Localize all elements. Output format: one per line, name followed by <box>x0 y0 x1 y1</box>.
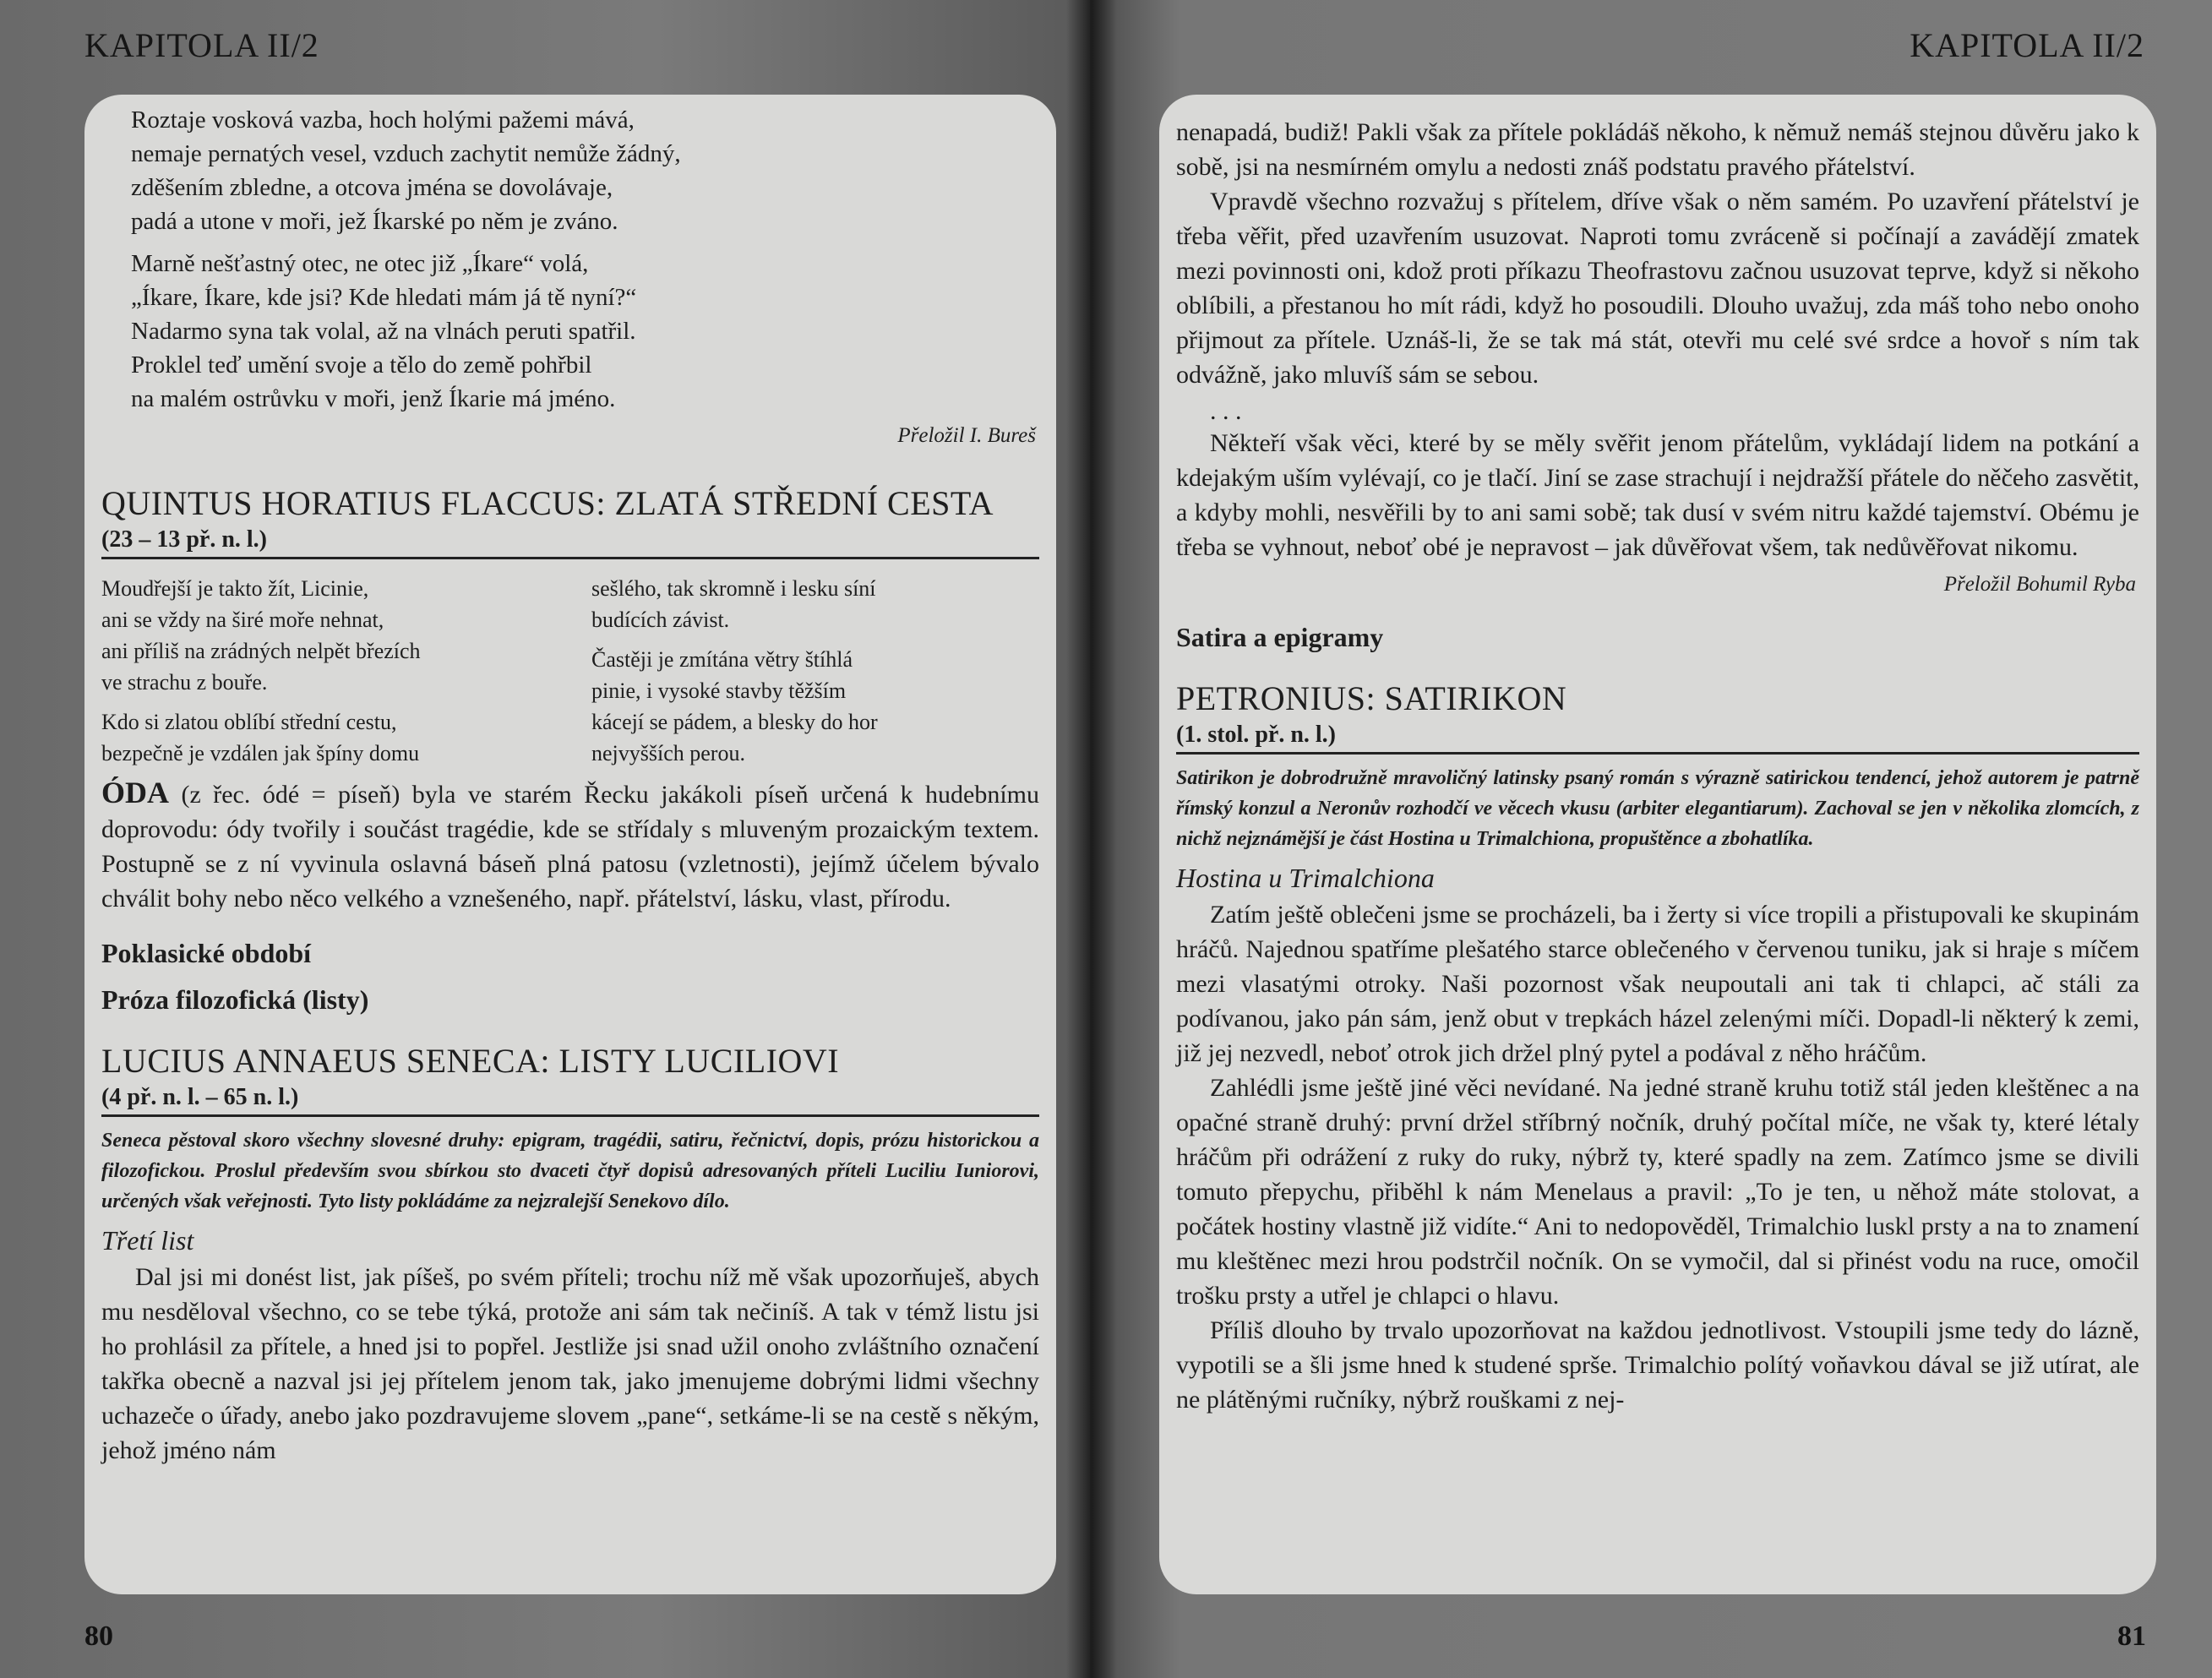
poem-line: budících závist. <box>591 607 730 632</box>
oda-lead: ÓDA <box>101 776 169 809</box>
seneca-continuation: nenapadá, budiž! Pakli však za přítele pokládáš někoho, k němuž nemáš stejnou důvěru jako k sobě, jsi na nesmírném omylu a nedosti znáš podstatu pravého přátelství. <box>1176 118 2139 181</box>
seneca-letter-title: Třetí list <box>101 1225 194 1256</box>
left-page <box>0 0 1090 1678</box>
poem-line: ve strachu z bouře. <box>101 670 268 695</box>
book-gutter <box>1066 0 1117 1678</box>
seneca-letter-text: Dal jsi mi donést list, jak píšeš, po svém příteli; trochu níž mě však upozorňuješ, abych mu nesděloval všechno, co se tebe týká, protože ani sám tak nečiníš. A tak v témž listu jsi ho prohlásil za přítele, a hned jsi to popřel. Jestliže jsi snad užil onoho zvláštního označení takřka obecně a nazval jsi jej přítelem jenom tak, jako jmenujeme dobrými lidmi všechny uchazeče o úřady, anebo jako pozdravujeme slovem „pane“, setkáme-li se na cestě s někým, jehož jméno nám <box>101 1263 1039 1464</box>
right-content-panel <box>1159 95 2156 1594</box>
petronius-paragraph: Příliš dlouho by trvalo upozorňovat na každou jednotlivost. Vstoupili jsme tedy do lázně, vypotili se a šli jsme hned k studené sprše. Trimalchio polítý voňavkou dával se již utírat, ale ne plátěnými ručníky, nýbrž rouškami z nej- <box>1176 1316 2139 1414</box>
poem-line: Moudřejší je takto žít, Licinie, <box>101 576 369 601</box>
poem-line: ani se vždy na širé moře nehnat, <box>101 607 384 632</box>
left-content-panel <box>84 95 1056 1594</box>
seneca-paragraph: Vpravdě všechno rozvažuj s přítelem, dříve však o něm samém. Po uzavření přátelství je třeba věřit, před uzavřením usuzovat. Naproti tomu zvráceně si počínají a zavádějí zmatek mezi povinnosti oni, kdož proti příkazu Theofrastovu začnou usuzovat teprve, když si někoho oblíbili, a přestanou ho mít rádi, když ho posoudili. Dlouho uvažuj, zda máš toho nebo onoho přijmout za přítele. Uznáš-li, že se tak má stát, otevři mu celé své srdce a hovoř s ním tak odvážně, jako mluvíš sám se sebou. <box>1176 188 2139 389</box>
poem-line: nemaje pernatých vesel, vzduch zachytit nemůže žádný, <box>131 140 681 167</box>
horace-dates: (23 – 13 př. n. l.) <box>101 526 1039 559</box>
poem-line: zděšením zbledne, a otcova jména se dovolávaje, <box>131 174 613 201</box>
poem-translator-credit: Přeložil I. Bureš <box>897 424 1036 447</box>
seneca-dates: (4 př. n. l. – 65 n. l.) <box>101 1084 1039 1117</box>
heading-satire: Satira a epigramy <box>1176 622 1384 652</box>
poem-line: Nadarmo syna tak volal, až na vlnách peruti spatřil. <box>131 318 636 345</box>
poem-line: nejvyšších perou. <box>591 741 745 765</box>
oda-definition <box>101 776 1039 916</box>
petronius-title: PETRONIUS: SATIRIKON <box>1176 679 1567 717</box>
poem-line: pinie, i vysoké stavby těžším <box>591 678 847 703</box>
poem-line: Kdo si zlatou oblíbí střední cestu, <box>101 710 397 734</box>
oda-text: (z řec. ódé = píseň) byla ve starém Řecku jakákoli píseň určená k hudebnímu doprovodu: ódy tvořily i součást tragédie, kde se střídaly s mluveným prozaickým textem. Postupně se z ní vyvinula oslavná báseň plná patosu (vzletnosti), jejímž účelem bývalo chválit bohy nebo něco velkého a vznešeného, např. přátelství, lásku, vlast, přírodu. <box>101 781 1039 913</box>
heading-postclassic: Poklasické období <box>101 938 312 968</box>
petronius-intro: Satirikon je dobrodružně mravoličný latinsky psaný román s výrazně satirickou tendencí, jehož autorem je patrně římský konzul a Neronův rozhodčí ve věcech vkusu (arbiter elegantiarum). Zachoval se jen v několika zlomcích, z nichž nejznámější je část Hostina u Trimalchiona, propuštěnce a zbohatlíka. <box>1176 767 2139 850</box>
ellipsis: . . . <box>1210 397 1242 425</box>
poem-line: Roztaje vosková vazba, hoch holými pažemi mává, <box>131 106 635 133</box>
poem-line: na malém ostrůvku v moři, jenž Íkarie má jméno. <box>131 385 616 412</box>
petronius-dates: (1. stol. př. n. l.) <box>1176 722 2139 755</box>
seneca-paragraph: Někteří však věci, které by se měly svěřit jenom přátelům, vykládají lidem na potkání a kdejakým uším vylévají, co je tlačí. Jiní se zase strachují i nejdražší přátele do něčeho zasvětit, a kdyby mohli, nesvěřili by to ani sami sobě; tak dusí v svém nitru každé tajemství. Obému je třeba se vyhnout, neboť obé je nepravost – jak důvěřovat všem, tak nedůvěřovat nikomu. <box>1176 429 2139 561</box>
seneca-title: LUCIUS ANNAEUS SENECA: LISTY LUCILIOVI <box>101 1042 840 1080</box>
page-number-right: 81 <box>2117 1621 2146 1652</box>
petronius-paragraph: Zahlédli jsme ještě jiné věci nevídané. Na jedné straně kruhu totiž stál jeden kleštěnec a na opačné straně druhý: první držel stříbrný nočník, druhý počítal míče, ne však ty, které létaly hráčům při odrážení z ruky do ruky, nýbrž ty, které spadly na zem. Zatímco jsme se divili tomuto přepychu, přiběhl k nám Menelaus a pravil: „To je ten, u něhož máte stolovat, a počátek hostiny vlastně již vidíte.“ Ani to nedopověděl, Trimalchio luskl prsty a na to znamení mu kleštěnec mezi hrou podstrčil nočník. On se vymočil, dal si přinést vodu na ruce, omočil trošku prsty a utřel je chlapci o hlavu. <box>1176 1074 2139 1310</box>
horace-title: QUINTUS HORATIUS FLACCUS: ZLATÁ STŘEDNÍ CESTA <box>101 484 994 522</box>
heading-prose: Próza filozofická (listy) <box>101 984 369 1015</box>
petronius-paragraph: Zatím ještě oblečeni jsme se procházeli, ba i žerty si více tropili a přistupovali ke skupinám hráčů. Najednou spatříme plešatého starce oblečeného v červenou tuniku, jak si hraje s míčem mezi vlasatými otroky. Naši pozornost však neupoutali ani tak ti chlapci, ač stáli za podívanou, jako pán sám, jenž obut v trepkách házel zelenými míči. Dopadl-li některý k zemi, již jej nezvedl, neboť otrok jich držel plný pytel a podával z něho hráčům. <box>1176 901 2139 1067</box>
running-head-right: KAPITOLA II/2 <box>1910 26 2144 64</box>
poem-line: sešlého, tak skromně i lesku síní <box>591 576 876 601</box>
poem-line: Marně nešťastný otec, ne otec již „Íkare“ volá, <box>131 250 589 277</box>
running-head-left: KAPITOLA II/2 <box>84 26 319 64</box>
poem-line: padá a utone v moři, jež Íkarské po něm je zváno. <box>131 208 618 235</box>
poem-line: ani příliš na zrádných nelpět březích <box>101 639 421 663</box>
petronius-excerpt-title: Hostina u Trimalchiona <box>1176 863 1435 893</box>
seneca-intro: Seneca pěstoval skoro všechny slovesné druhy: epigram, tragédii, satiru, řečnictví, dopis, prózu historickou a filozofickou. Proslul především svou sbírkou sto dvaceti čtyř dopisů adresovaných příteli Luciliu Iuniorovi, určených však veřejnosti. Tyto listy pokládáme za nejzralejší Senekovo dílo. <box>101 1130 1039 1212</box>
page-number-left: 80 <box>84 1621 113 1652</box>
poem-line: „Íkare, Íkare, kde jsi? Kde hledati mám já tě nyní?“ <box>131 284 637 311</box>
horace-poem <box>101 573 1039 769</box>
poem-line: Proklel teď umění svoje a tělo do země pohřbil <box>131 351 592 379</box>
poem-line: Častěji je zmítána větry štíhlá <box>591 647 853 672</box>
seneca-translator-credit: Přeložil Bohumil Ryba <box>1943 573 2136 596</box>
poem-line: bezpečně je vzdálen jak špíny domu <box>101 741 420 765</box>
poem-line: kácejí se pádem, a blesky do hor <box>591 710 878 734</box>
icarus-poem <box>131 103 1039 416</box>
right-page <box>1090 0 2212 1678</box>
